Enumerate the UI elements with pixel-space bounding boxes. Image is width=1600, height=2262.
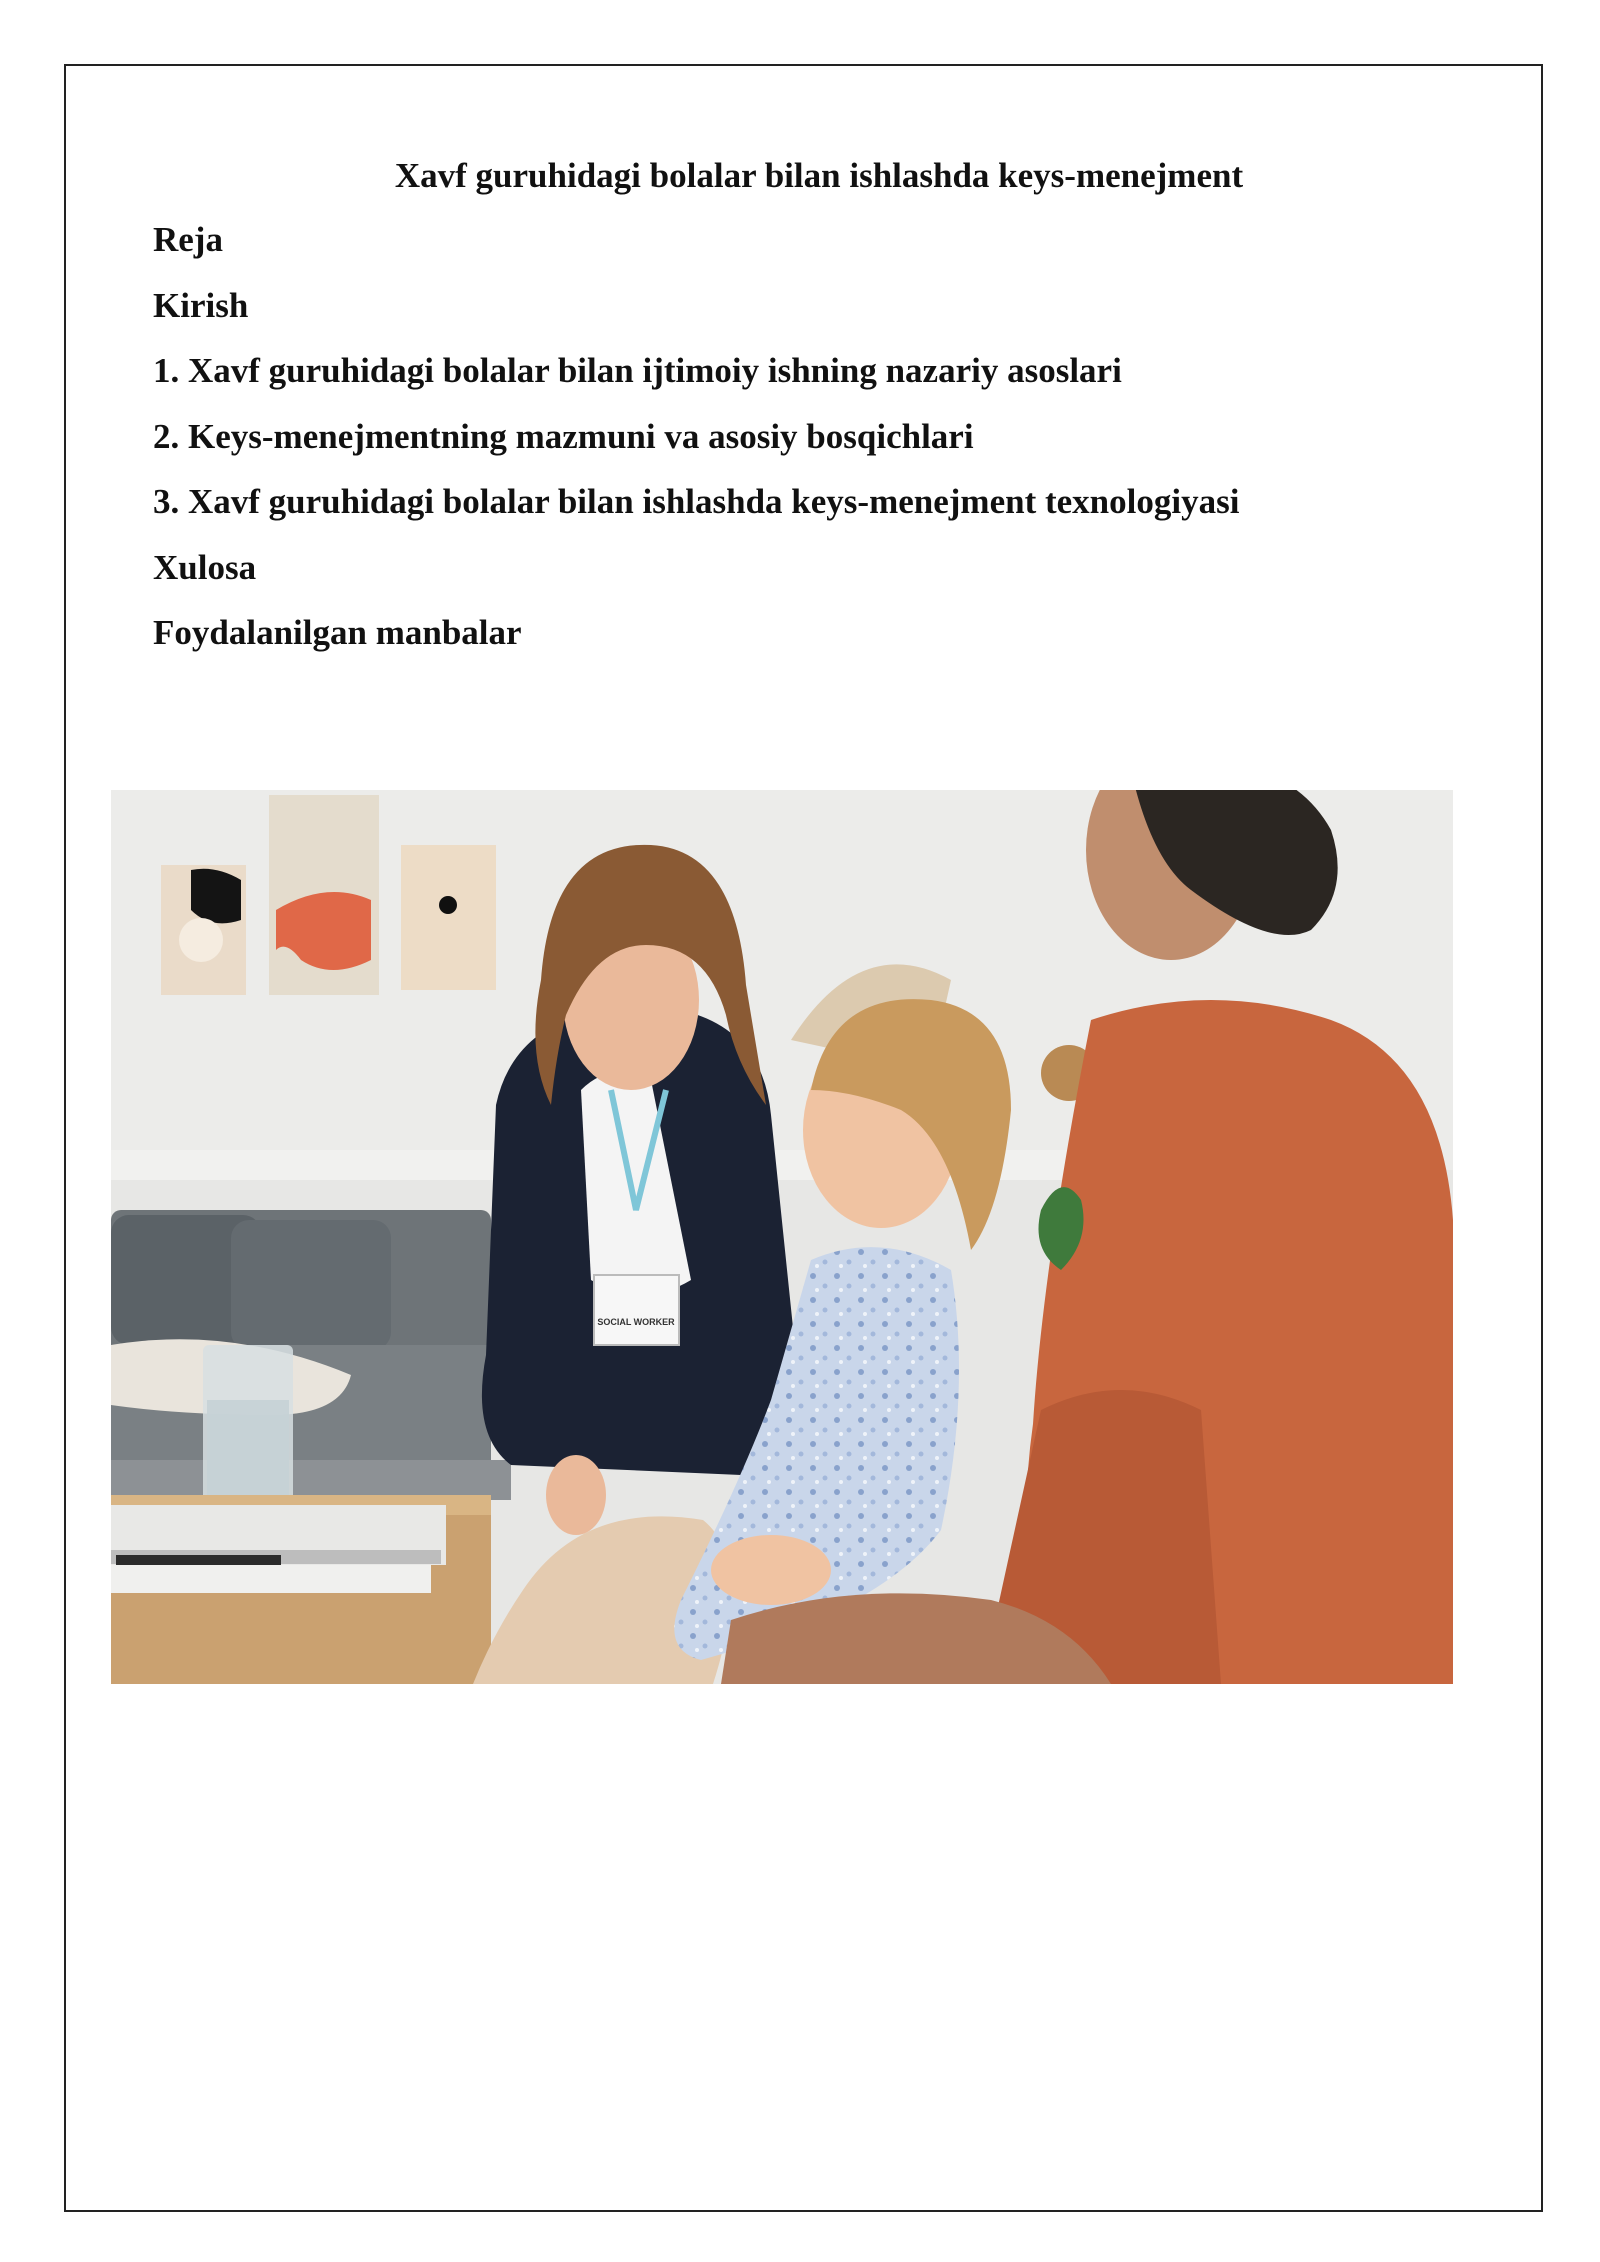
plan-item-intro: Kirish	[153, 285, 249, 325]
plan-item-2: 2. Keys-menejmentning mazmuni va asosiy bosqichlari	[153, 416, 974, 456]
water-glass	[203, 1345, 293, 1505]
sofa	[111, 1210, 511, 1510]
illustration-photo	[111, 790, 1453, 1684]
id-badge-label: SOCIAL WORKER	[597, 1317, 675, 1327]
plan-heading: Reja	[153, 220, 223, 259]
document-title: Xavf guruhidagi bolalar bilan ishlashda keys-menejment	[394, 156, 1244, 195]
coffee-table	[111, 1495, 491, 1684]
plan-item-3: 3. Xavf guruhidagi bolalar bilan ishlashda keys-menejment texnologiyasi	[153, 482, 1240, 521]
plan-item-conclusion: Xulosa	[153, 547, 257, 587]
plan-item-sources: Foydalanilgan manbalar	[153, 613, 522, 652]
plan-item-1: 1. Xavf guruhidagi bolalar bilan ijtimoiy ishning nazariy asoslari	[153, 351, 1122, 390]
plan-list	[153, 216, 1239, 675]
